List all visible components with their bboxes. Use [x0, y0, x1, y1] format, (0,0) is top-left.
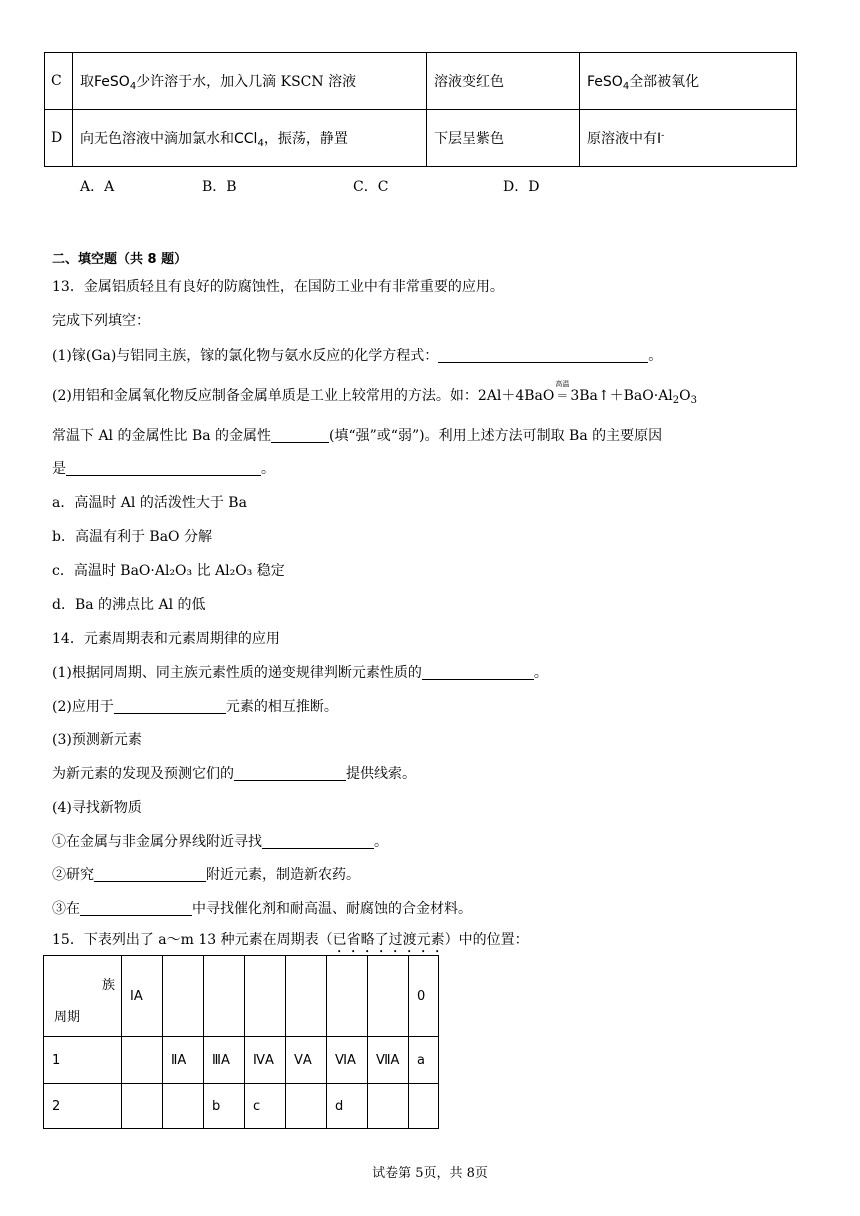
table-cell: ⅦA [368, 1037, 409, 1084]
q13-option-d: d．Ba 的沸点比 Al 的低 [52, 597, 206, 613]
conclusion-cell [580, 53, 797, 110]
table-row [44, 956, 439, 1037]
table-row [45, 110, 797, 167]
table-cell [204, 956, 245, 1037]
operation-cell [73, 110, 427, 167]
row-letter: C [45, 53, 73, 110]
table-cell [163, 1084, 204, 1129]
q14-part4-item1: ①在金属与非金属分界线附近寻找 。 [52, 834, 388, 850]
q14-stem: 14．元素周期表和元素周期律的应用 [52, 631, 280, 647]
table-cell: ⅡA [163, 1037, 204, 1084]
row-letter: D [45, 110, 73, 167]
answer-blank[interactable] [262, 834, 374, 849]
table-cell: ⅢA [204, 1037, 245, 1084]
section-title: 二、填空题（共 8 题） [52, 252, 188, 267]
q13-option-b: b．高温有利于 BaO 分解 [52, 529, 212, 545]
table-cell: ⅥA [327, 1037, 368, 1084]
table-cell [327, 956, 368, 1037]
table-row [45, 53, 797, 110]
conclusion-text: 全部被氧化 [629, 73, 700, 90]
q13-stem: 13．金属铝质轻且有良好的防腐蚀性，在国防工业中有非常重要的应用。 [52, 279, 504, 295]
operation-cell [73, 53, 427, 110]
table-cell [122, 1037, 163, 1084]
q14-part4-item2: ②研究 附近元素，制造新农药。 [52, 867, 360, 883]
table-cell: 2 [44, 1084, 122, 1129]
table-cell: 0 [409, 956, 439, 1037]
table-cell [122, 1084, 163, 1129]
q13-part4: 是 。 [52, 461, 275, 477]
table-cell [368, 956, 409, 1037]
q15-stem: 15．下表列出了 a～m 13 种元素在周期表（已省略了过渡元素）中的位置： [52, 932, 529, 948]
operation-text: 取 [80, 73, 94, 90]
answer-blank[interactable] [438, 348, 648, 363]
q14-part2: (2)应用于 元素的相互推断。 [52, 699, 338, 715]
operation-text: ，振荡，静置 [263, 130, 348, 147]
operation-text: 向无色溶液中滴加氯水和 [80, 130, 234, 147]
q13-part2: (2)用铝和金属氧化物反应制备金属单质是工业上较常用的方法。如：2Al＋4BaO 高温 ＝ $3Ba↑+BaO\cdot Al_2O_3$ [52, 380, 698, 406]
reaction-condition: 高温 ＝ [555, 380, 570, 403]
table-cell: ⅣA [245, 1037, 286, 1084]
table-row [44, 1037, 439, 1084]
table-cell [245, 956, 286, 1037]
table-cell [368, 1084, 409, 1129]
q14-part1: (1)根据同周期、同主族元素性质的递变规律判断元素性质的 。 [52, 665, 548, 681]
ion: I- [657, 130, 665, 147]
operation-text: 少许溶于水，加入几滴 KSCN 溶液 [136, 73, 357, 90]
table-cell: ⅤA [286, 1037, 327, 1084]
table-cell: ⅠA [122, 956, 163, 1037]
q14-part3-line: 为新元素的发现及预测它们的 提供线索。 [52, 766, 416, 782]
table-cell [409, 1084, 439, 1129]
answer-options-table [44, 52, 797, 167]
table-row [44, 1084, 439, 1129]
q13-option-a: a．高温时 Al 的活泼性大于 Ba [52, 495, 247, 511]
choice-d: D．D [503, 179, 540, 195]
q14-part4-item3: ③在 中寻找催化剂和耐高温、耐腐蚀的合金材料。 [52, 901, 472, 917]
page-footer: 试卷第 5页，共 8页 [372, 1166, 488, 1181]
q13-part3: 常温下 Al 的金属性比 Ba 的金属性 (填“强”或“弱”)。利用上述方法可制取 Ba 的主要原因 [52, 428, 663, 444]
table-cell [163, 956, 204, 1037]
choice-c: C．C [353, 179, 389, 195]
table-cell: a [409, 1037, 439, 1084]
table-cell [286, 956, 327, 1037]
answer-blank[interactable] [234, 766, 346, 781]
phenomenon-cell: 溶液变红色 [427, 53, 580, 110]
conclusion-cell [580, 110, 797, 167]
formula: FeSO$_4$ [94, 73, 137, 92]
q14-part4: (4)寻找新物质 [52, 800, 142, 816]
q13-part1: (1)镓(Ga)与铝同主族，镓的氯化物与氨水反应的化学方程式： 。 [52, 348, 663, 364]
answer-blank[interactable] [80, 901, 192, 916]
q14-part3: (3)预测新元素 [52, 732, 142, 748]
table-cell [286, 1084, 327, 1129]
formula: CCl$_4$ [234, 130, 264, 149]
formula: FeSO$_4$ [587, 73, 630, 92]
table-cell: d [327, 1084, 368, 1129]
table-cell: 1 [44, 1037, 122, 1084]
table-cell: c [245, 1084, 286, 1129]
periodic-table [43, 955, 439, 1129]
header-cell: 族 周期 [44, 956, 122, 1037]
choice-a: A．A [80, 179, 115, 195]
answer-blank[interactable] [271, 428, 329, 443]
answer-blank[interactable] [114, 699, 226, 714]
answer-blank[interactable] [94, 867, 206, 882]
table-cell: b [204, 1084, 245, 1129]
answer-blank[interactable] [422, 665, 534, 680]
q13-instruction: 完成下列填空： [52, 313, 150, 329]
phenomenon-cell: 下层呈紫色 [427, 110, 580, 167]
choice-b: B．B [202, 179, 237, 195]
answer-blank[interactable] [66, 461, 261, 476]
q13-option-c: c．高温时 BaO·Al₂O₃ 比 Al₂O₃ 稳定 [52, 563, 285, 579]
conclusion-text: 原溶液中有 [587, 131, 657, 147]
